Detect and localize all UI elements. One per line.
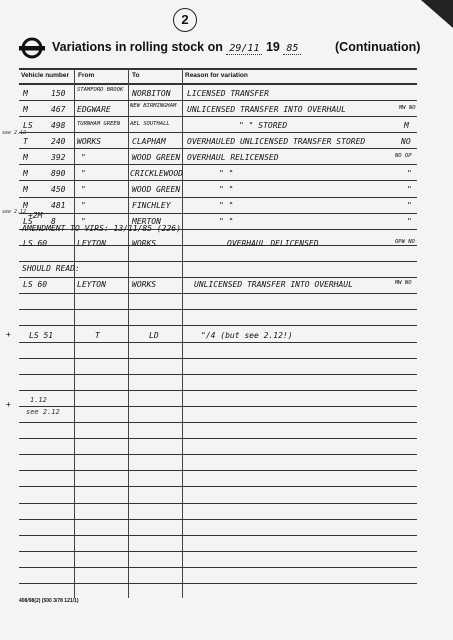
form-rule-line: [19, 535, 417, 536]
continuation-label: (Continuation): [335, 40, 421, 54]
form-rule-line: [19, 438, 417, 439]
col-header-reason: Reason for variation: [185, 72, 248, 79]
form-title: [52, 40, 301, 55]
title-date: 29/11: [226, 43, 262, 55]
form-rule-line: [19, 470, 417, 471]
form-rule-line: [19, 390, 417, 391]
table-row: M 392 " WOOD GREEN OVERHAUL RELICENSED NO OP: [23, 153, 412, 162]
form-rule-line: [19, 374, 417, 375]
form-rule-line: [19, 293, 417, 294]
total-line: +2M: [28, 211, 43, 220]
title-prefix: Variations in rolling stock on: [52, 40, 223, 54]
table-row: M 450 " WOOD GREEN " " ": [23, 185, 412, 194]
corrected-row: LS 60 LEYTON WORKS UNLICENSED TRANSFER INTO OVERHAUL MW NO: [23, 280, 412, 289]
margin-note: see 2.12: [2, 130, 27, 136]
should-read-label: SHOULD READ:: [22, 264, 80, 273]
form-rule-line: [19, 454, 417, 455]
form-footer: 408/98(2) (500 3/78 121/1): [19, 598, 79, 604]
table-row: LS 498 TURNHAM GREEN AEL SOUTHALL " " STORED M: [23, 121, 409, 130]
form-rule-line: [19, 261, 417, 262]
title-year: 85: [283, 43, 301, 55]
form-rule-line: [19, 519, 417, 520]
table-row: M 150 STAMFORD BROOK NORBITON LICENSED TRANSFER: [23, 87, 269, 98]
table-row: LS 8 " MERTON " " ": [23, 217, 412, 226]
col-header-to: To: [132, 72, 140, 79]
form-rule-line: [19, 583, 417, 584]
table-row: T 240 WORKS CLAPHAM OVERHAULED UNLICENSED TRANSFER STORED NO: [23, 137, 411, 146]
title-year-prefix: 19: [265, 40, 280, 54]
form-rule-line: [19, 406, 417, 407]
lower-note-line1: 1.12: [30, 396, 47, 404]
form-rule-line: [19, 486, 417, 487]
col-header-vehicle: Vehicle number: [21, 72, 70, 79]
plus-mark: +: [6, 330, 11, 339]
amendment-line: AMENDMENT TO VIRS: 13/11/85 (226): [22, 224, 181, 233]
table-row: M 481 " FINCHLEY " " ": [23, 201, 412, 210]
col-header-from: From: [78, 72, 95, 79]
page-number: 2: [173, 8, 197, 32]
table-row: M 467 EDGWARE NEW BIRMINGHAM UNLICENSED TRANSFER INTO OVERHAUL MW NO: [23, 103, 416, 114]
header-bottom-rule: [19, 83, 417, 85]
form-rule-line: [19, 503, 417, 504]
scan-corner-shadow: [421, 0, 453, 28]
form-rule-line: [19, 551, 417, 552]
table-row: M 890 " CRICKLEWOOD " " ": [23, 169, 412, 178]
plus-mark: +: [6, 400, 11, 409]
ls51-row: LS 51 T LD "/4 (but see 2.12!): [29, 331, 293, 340]
roundel-logo: [19, 37, 45, 59]
form-rule-line: [19, 325, 417, 326]
lower-note-line2: see 2.12: [26, 408, 60, 416]
amend-row: LS 60 LEYTON WORKS OVERHAUL DELICENSED OPW NO: [23, 239, 415, 248]
form-rule-line: [19, 358, 417, 359]
form-rule-line: [19, 309, 417, 310]
form-rule-line: [19, 567, 417, 568]
table-top-rule: [19, 68, 417, 70]
margin-note: see 2.12: [2, 209, 27, 215]
form-rule-line: [19, 422, 417, 423]
